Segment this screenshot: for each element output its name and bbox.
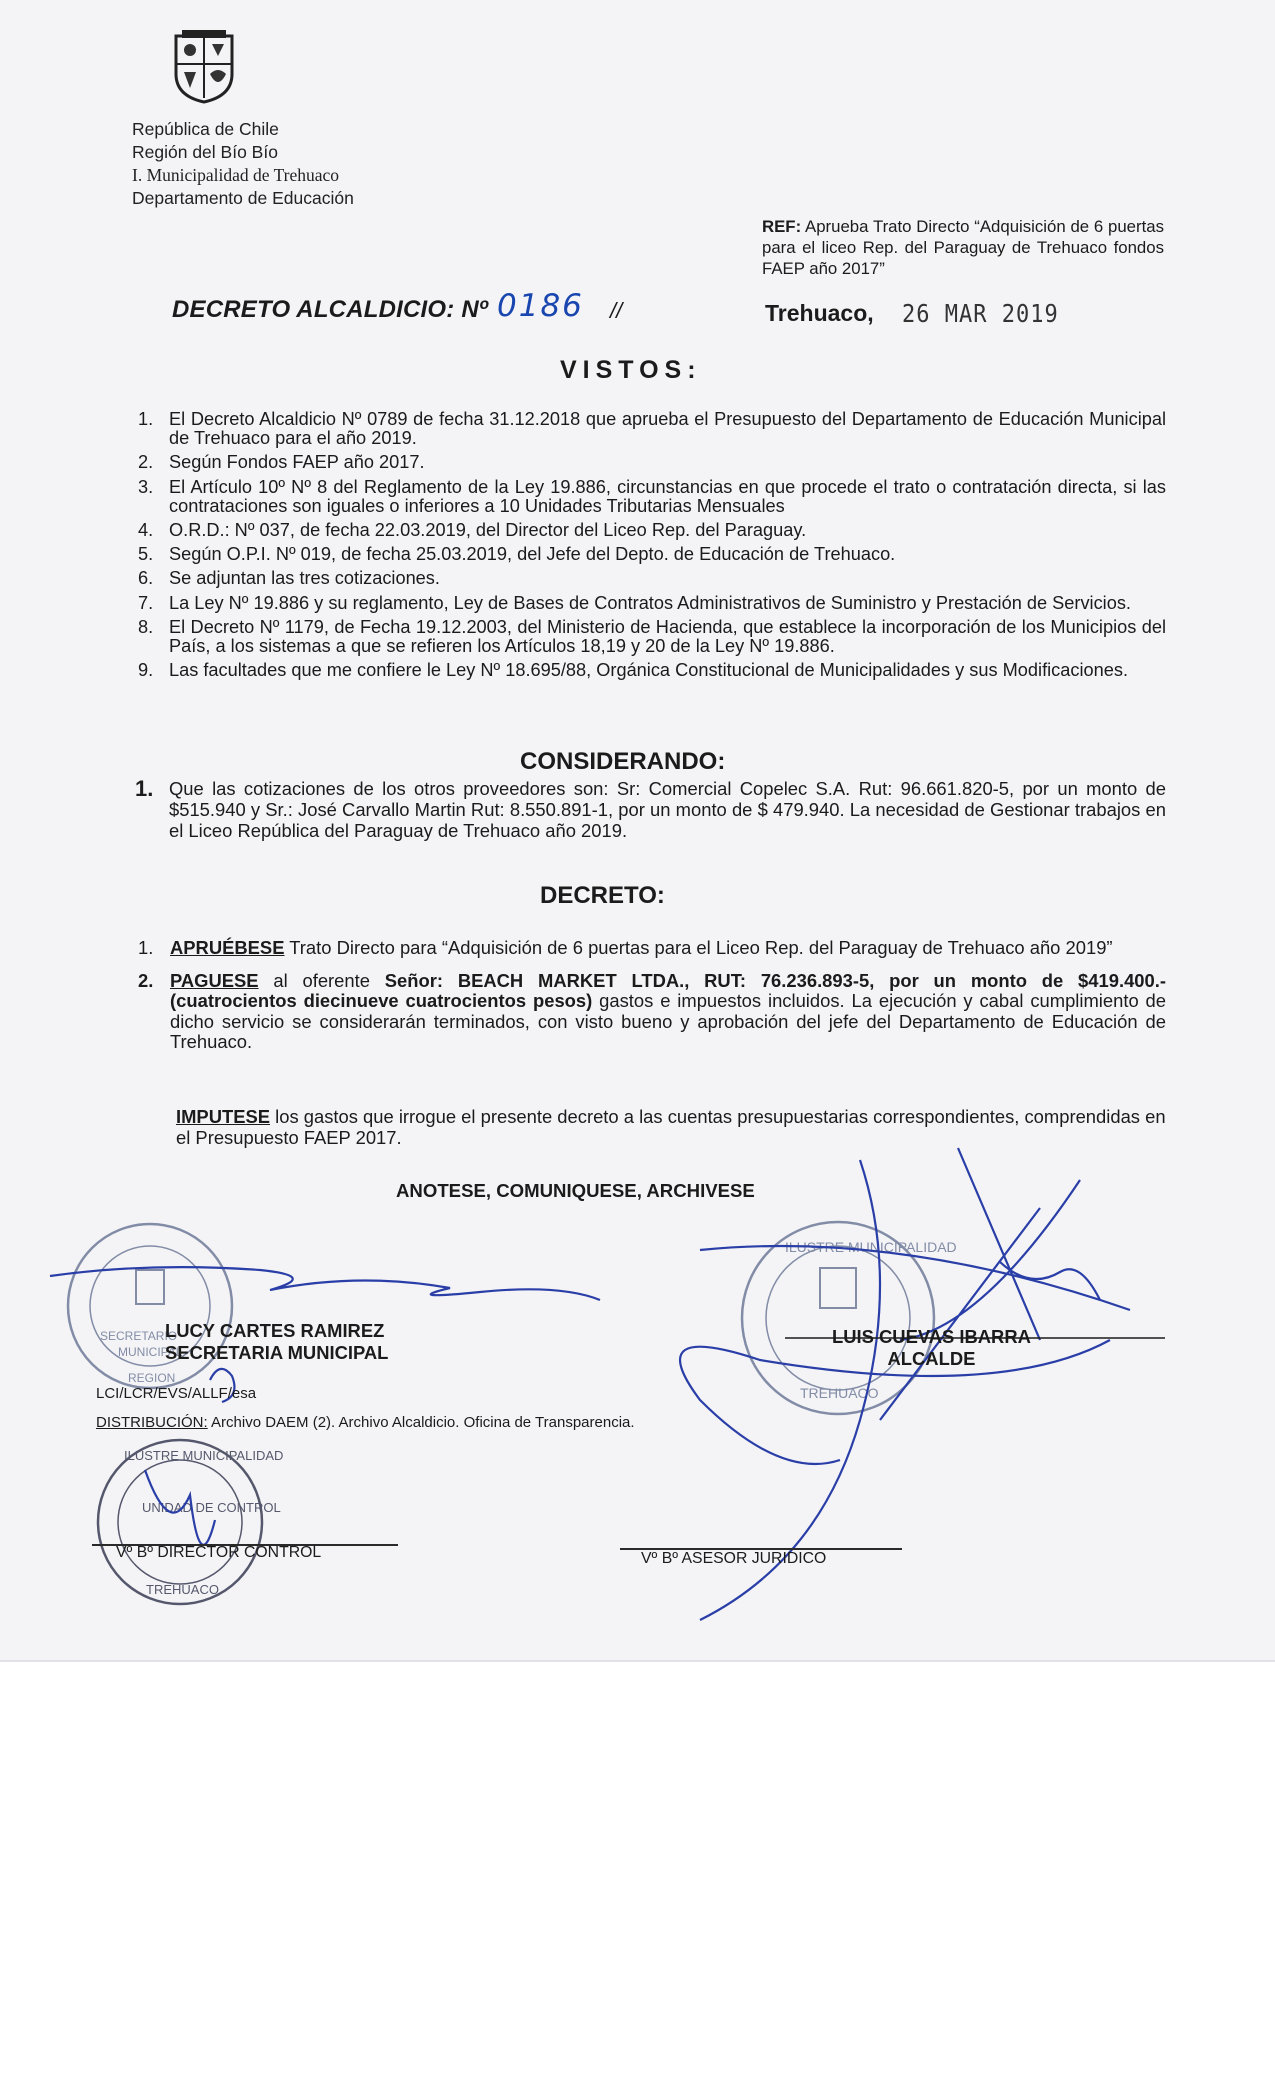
svg-text:REGION: REGION xyxy=(128,1371,176,1385)
item-text: Según Fondos FAEP año 2017. xyxy=(169,452,425,473)
header-line: República de Chile xyxy=(132,119,279,139)
decree-title: DECRETO ALCALDICIO: Nº xyxy=(172,296,488,323)
item-text: Las facultades que me confiere le Ley Nº 18.695/88, Orgánica Constitucional de Municipalidades y sus Modificaciones. xyxy=(169,660,1128,681)
vb-juridico-label: Vº Bº ASESOR JURIDICO xyxy=(641,1550,827,1567)
vb-control-label: Vº Bº DIRECTOR CONTROL xyxy=(116,1544,322,1561)
considerando-heading: CONSIDERANDO: xyxy=(520,748,726,775)
item-text: El Artículo 10º Nº 8 del Reglamento de la Ley 19.886, circunstancias en que procede el trato o contratación directa, si las contrataciones son iguales o inferiores a 10 Unidades Tributarias Mensuales xyxy=(169,476,1166,516)
signature-secretaria xyxy=(165,1320,388,1364)
svg-text:ILUSTRE MUNICIPALIDAD: ILUSTRE MUNICIPALIDAD xyxy=(785,1239,957,1255)
item-text: La Ley Nº 19.886 y su reglamento, Ley de Bases de Contratos Administrativos de Suministro y Prestación de Servicios. xyxy=(169,592,1131,613)
keyword-imputese: IMPUTESE xyxy=(176,1106,271,1127)
item-text: Que las cotizaciones de los otros proveedores son: Sr: Comercial Copelec S.A. Rut: 96.661.820-5, por un monto de $515.940 y Sr.: José Carvallo Martin Rut: 8.550.891-1, por un monto de $ 479.940. La necesidad de Gestionar trabajos en el Liceo República del Paraguay de Trehuaco año 2019. xyxy=(169,778,1166,841)
item-pre: al oferente xyxy=(258,969,385,991)
svg-text:TREHUACO: TREHUACO xyxy=(800,1385,879,1401)
item-text: Según O.P.I. Nº 019, de fecha 25.03.2019, del Jefe del Depto. de Educación de Trehuaco. xyxy=(169,544,896,565)
distribution-text: Archivo DAEM (2). Archivo Alcaldicio. Oficina de Transparencia. xyxy=(207,1414,635,1431)
vistos-heading: VISTOS: xyxy=(560,356,702,384)
imputese-text: los gastos que irrogue el presente decreto a las cuentas presupuestarias correspondientes, comprendidas en el Presupuesto FAEP 2017. xyxy=(176,1106,1166,1148)
item-number: 5. xyxy=(138,544,154,565)
distribution-line xyxy=(96,1414,635,1431)
date-stamp: 26 MAR 2019 xyxy=(902,300,1059,329)
item-number: 1. xyxy=(135,776,154,801)
svg-text:UNIDAD DE CONTROL: UNIDAD DE CONTROL xyxy=(142,1500,281,1515)
decree-place: Trehuaco, xyxy=(765,300,874,326)
item-number: 1. xyxy=(138,409,154,429)
signatory-name: LUIS CUEVAS IBARRA xyxy=(832,1326,1031,1347)
keyword-apruebese: APRUÉBESE xyxy=(170,937,285,958)
svg-text:TREHUACO: TREHUACO xyxy=(146,1582,219,1597)
ref-label: REF: xyxy=(762,217,802,236)
signatory-role: SECRETARIA MUNICIPAL xyxy=(165,1342,389,1363)
decree-slash: // xyxy=(610,298,623,323)
alcaldia-stamp xyxy=(742,1222,957,1414)
item-number: 6. xyxy=(138,568,154,589)
item-text: O.R.D.: Nº 037, de fecha 22.03.2019, del Director del Liceo Rep. del Paraguay. xyxy=(169,520,807,541)
drafting-initials: LCI/LCR/EVS/ALLF/esa xyxy=(96,1385,257,1402)
svg-text:MUNICIPAL: MUNICIPAL xyxy=(118,1345,183,1359)
decree-number-handwritten: 0186 xyxy=(497,288,584,324)
header-line: Región del Bío Bío xyxy=(132,142,278,162)
distribution-label: DISTRIBUCIÓN: xyxy=(96,1414,208,1431)
item-number: 4. xyxy=(138,520,154,541)
item-text: El Decreto Alcaldicio Nº 0789 de fecha 31.12.2018 que aprueba el Presupuesto del Departamento de Educación Municipal de Trehuaco para el año 2019. xyxy=(169,409,1166,449)
header-line: Departamento de Educación xyxy=(132,188,354,208)
decreto-heading: DECRETO: xyxy=(540,882,665,909)
item-number: 3. xyxy=(138,476,154,497)
ref-text: Aprueba Trato Directo “Adquisición de 6 puertas para el liceo Rep. del Paraguay de Trehuaco fondos FAEP año 2017” xyxy=(762,217,1164,278)
keyword-paguese: PAGUESE xyxy=(170,969,259,991)
closing-line: ANOTESE, COMUNIQUESE, ARCHIVESE xyxy=(396,1180,755,1201)
signature-alcalde xyxy=(832,1326,1031,1370)
item-bold: Señor: BEACH MARKET LTDA., RUT: 76.236.893-5, por un monto de $419.400.- (cuatrocientos diecinueve cuatrocientos pesos) xyxy=(170,969,1166,1011)
item-text: El Decreto Nº 1179, de Fecha 19.12.2003, del Ministerio de Hacienda, que establece la incorporación de los Municipios del País, a los sistemas a que se refieren los Artículos 18,19 y 20 de la Ley Nº 19.886. xyxy=(169,616,1166,657)
signatory-role: ALCALDE xyxy=(887,1348,976,1369)
item-text: Se adjuntan las tres cotizaciones. xyxy=(169,568,440,589)
item-body: Trato Directo para “Adquisición de 6 puertas para el Liceo Rep. del Paraguay de Trehuaco año 2019” xyxy=(284,937,1113,958)
item-post: gastos e impuestos incluidos. La ejecución y cabal cumplimiento de dicho servicio se considerarán terminados, con visto bueno y aprobación del jefe del Departamento de Educación de Trehuaco. xyxy=(170,990,1166,1052)
item-number: 9. xyxy=(138,660,154,681)
item-number: 7. xyxy=(138,592,154,613)
signatory-name: LUCY CARTES RAMIREZ xyxy=(165,1320,385,1341)
item-number: 2. xyxy=(138,969,154,991)
svg-text:SECRETARIO: SECRETARIO xyxy=(100,1329,178,1343)
header-line: I. Municipalidad de Trehuaco xyxy=(132,165,340,185)
control-stamp xyxy=(98,1440,283,1604)
item-number: 2. xyxy=(138,452,154,473)
svg-text:ILUSTRE MUNICIPALIDAD: ILUSTRE MUNICIPALIDAD xyxy=(124,1448,284,1463)
item-number: 8. xyxy=(138,616,154,637)
item-number: 1. xyxy=(138,937,154,958)
